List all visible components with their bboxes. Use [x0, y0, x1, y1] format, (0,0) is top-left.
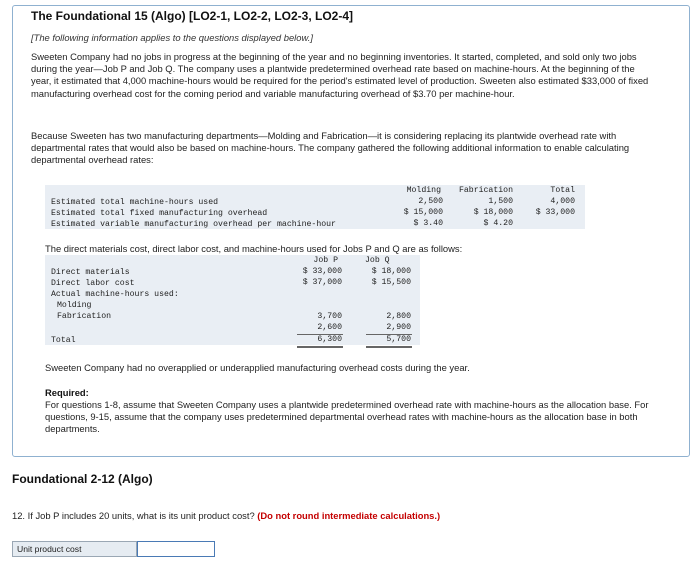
column-header-job-p: Job P — [313, 256, 338, 265]
scenario-paragraph-2: Because Sweeten has two manufacturing departments—Molding and Fabrication—it is considering replacing its plantwide overhead rate with departmental rates that would also be based on machine-hours. The company gathered the following additional information to enable calculating departmental overhead rates: — [31, 130, 630, 166]
row-label: Direct labor cost — [51, 279, 135, 288]
cell-job-p: 2,600 — [317, 323, 342, 332]
unit-product-cost-label: Unit product cost — [12, 541, 137, 557]
row-label: Estimated variable manufacturing overhead per machine-hour — [51, 220, 336, 229]
cell-job-p: 6,300 — [317, 335, 342, 344]
cell-molding: $ 3.40 — [413, 219, 443, 228]
row-label: Estimated total fixed manufacturing overhead — [51, 209, 268, 218]
cell-job-q: 2,900 — [386, 323, 411, 332]
departmental-estimates-table — [45, 185, 585, 229]
cell-job-q: $ 18,000 — [371, 267, 411, 276]
scenario-paragraph-1: Sweeten Company had no jobs in progress at the beginning of the year and no beginning inventories. It started, completed, and sold only two jobs during the year—Job P and Job Q. The company uses a plantwide predetermined overhead rate based on machine-hours. At the beginning of the year, it estimated that 4,000 machine-hours would be required for the period's estimated level of production. Sweeten also estimated $33,000 of fixed manufacturing overhead cost for the coming period and variable manufacturing overhead of $3.70 per machine-hour. — [31, 51, 649, 99]
required-label: Required: — [45, 387, 89, 398]
cell-job-q: 5,700 — [386, 335, 411, 344]
cell-job-q: 2,800 — [386, 312, 411, 321]
cell-fabrication: 1,500 — [488, 197, 513, 206]
row-label: Actual machine-hours used: — [51, 290, 179, 299]
cell-molding: $ 15,000 — [403, 208, 443, 217]
cell-total: $ 33,000 — [535, 208, 575, 217]
column-header-job-q: Job Q — [365, 256, 390, 265]
unit-product-cost-input[interactable] — [137, 541, 215, 557]
cell-job-p: $ 37,000 — [302, 278, 342, 287]
total-double-underline — [366, 346, 412, 348]
problem-subtitle: [The following information applies to the questions displayed below.] — [31, 32, 313, 43]
row-label: Total — [51, 336, 76, 345]
question-text: 12. If Job P includes 20 units, what is its unit product cost? — [12, 510, 255, 521]
answer-row — [12, 541, 215, 557]
cell-job-q: $ 15,500 — [371, 278, 411, 287]
question-note: (Do not round intermediate calculations.) — [257, 510, 441, 521]
total-double-underline — [297, 346, 343, 348]
row-label: Fabrication — [57, 312, 112, 321]
question — [12, 510, 440, 521]
cell-molding: 2,500 — [418, 197, 443, 206]
jobs-intro-text: The direct materials cost, direct labor cost, and machine-hours used for Jobs P and Q are as follows: — [45, 243, 463, 254]
required-text: For questions 1-8, assume that Sweeten Company uses a plantwide predetermined overhead rate with machine-hours as the allocation base. For questions, 9-15, assume that the company uses predetermined departmental overhead rates with machine-hours as the allocation base in both departments. — [45, 399, 649, 435]
column-header-molding: Molding — [406, 186, 441, 195]
cell-total: 4,000 — [550, 197, 575, 206]
column-header-fabrication: Fabrication — [458, 186, 513, 195]
job-costs-table — [45, 255, 420, 345]
row-label: Estimated total machine-hours used — [51, 198, 219, 207]
section-title: Foundational 2-12 (Algo) — [12, 472, 153, 486]
cell-job-p: 3,700 — [317, 312, 342, 321]
cell-fabrication: $ 4.20 — [483, 219, 513, 228]
cell-job-p: $ 33,000 — [302, 267, 342, 276]
cell-fabrication: $ 18,000 — [473, 208, 513, 217]
column-header-total: Total — [550, 186, 575, 195]
overhead-note: Sweeten Company had no overapplied or underapplied manufacturing overhead costs during the year. — [45, 362, 470, 373]
problem-title: The Foundational 15 (Algo) [LO2-1, LO2-2, LO2-3, LO2-4] — [31, 9, 354, 23]
row-label: Molding — [57, 301, 92, 310]
row-label: Direct materials — [51, 268, 130, 277]
